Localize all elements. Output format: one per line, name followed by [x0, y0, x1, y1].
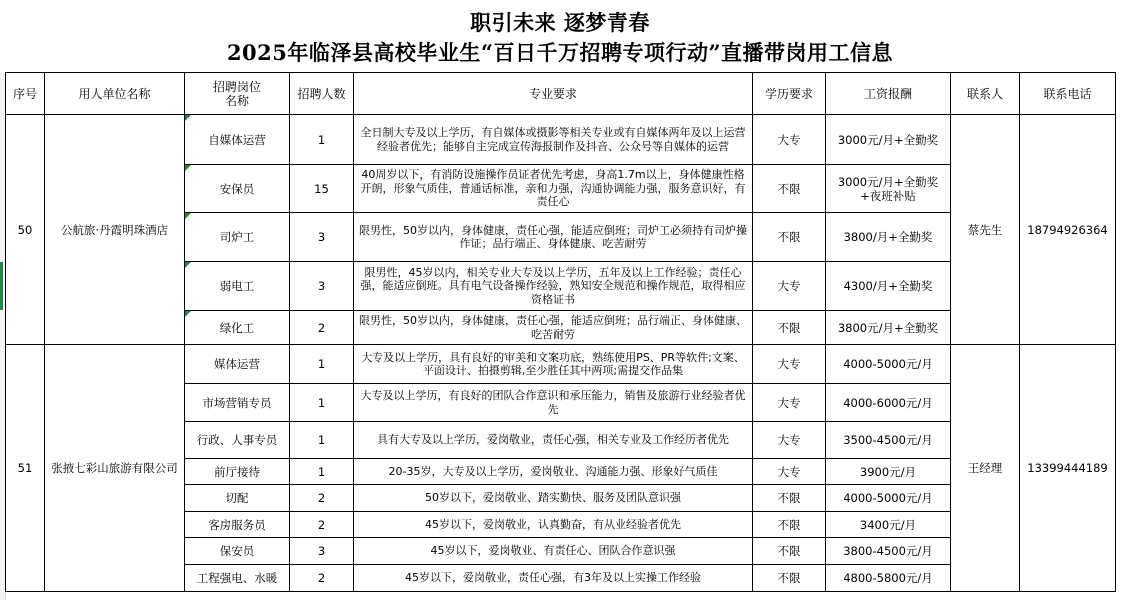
position-cell[interactable]: 司炉工 — [185, 213, 290, 262]
education-cell[interactable]: 大专 — [753, 384, 826, 422]
position-cell[interactable]: 绿化工 — [185, 311, 290, 345]
salary-cell[interactable]: 4000-6000元/月 — [826, 384, 951, 422]
salary-cell[interactable]: 3500-4500元/月 — [826, 422, 951, 459]
table-row — [6, 115, 1116, 165]
salary-cell[interactable]: 3400元/月 — [826, 512, 951, 538]
count-cell[interactable]: 1 — [290, 422, 354, 459]
selection-marker — [0, 262, 3, 310]
salary-cell[interactable]: 4800-5800元/月 — [826, 565, 951, 592]
requirement-cell[interactable]: 具有大专及以上学历，爱岗敬业，责任心强，相关专业及工作经历者优先 — [354, 422, 753, 459]
header-company: 用人单位名称 — [45, 73, 185, 115]
requirement-cell[interactable]: 20-35岁，大专及以上学历，爱岗敬业、沟通能力强、形象好气质佳 — [354, 459, 753, 485]
requirement-cell[interactable]: 全日制大专及以上学历，有自媒体或摄影等相关专业或有自媒体两年及以上运营经验者优先；能够自主完成宣传海报制作及抖音、公众号等自媒体的运营 — [354, 115, 753, 165]
position-cell[interactable]: 自媒体运营 — [185, 115, 290, 165]
count-cell[interactable]: 2 — [290, 512, 354, 538]
company-name-cell[interactable]: 张掖七彩山旅游有限公司 — [45, 345, 185, 592]
salary-cell[interactable]: 4300/月+全勤奖 — [826, 262, 951, 311]
header-phone: 联系电话 — [1020, 73, 1116, 115]
position-cell[interactable]: 前厅接待 — [185, 459, 290, 485]
requirement-cell[interactable]: 限男性，45岁以内，相关专业大专及以上学历，五年及以上工作经验；责任心强，能适应倒班。具有电气设备操作经验，熟知安全规范和操作规范，取得相应资格证书 — [354, 262, 753, 311]
education-cell[interactable]: 不限 — [753, 565, 826, 592]
requirement-cell[interactable]: 限男性，50岁以内，身体健康，责任心强，能适应倒班；司炉工必须持有司炉操作证；品行端正、身体健康、吃苦耐劳 — [354, 213, 753, 262]
header-requirement: 专业要求 — [354, 73, 753, 115]
position-cell[interactable]: 弱电工 — [185, 262, 290, 311]
count-cell[interactable]: 1 — [290, 345, 354, 384]
company-name-cell[interactable]: 公航旅·丹霞明珠酒店 — [45, 115, 185, 345]
count-cell[interactable]: 2 — [290, 485, 354, 512]
header-row — [6, 73, 1116, 115]
count-cell[interactable]: 3 — [290, 213, 354, 262]
position-cell[interactable]: 行政、人事专员 — [185, 422, 290, 459]
position-cell[interactable]: 媒体运营 — [185, 345, 290, 384]
position-cell[interactable]: 安保员 — [185, 165, 290, 213]
requirement-cell[interactable]: 50岁以下，爱岗敬业、踏实勤快、服务及团队意识强 — [354, 485, 753, 512]
position-cell[interactable]: 市场营销专员 — [185, 384, 290, 422]
education-cell[interactable]: 不限 — [753, 512, 826, 538]
header-count: 招聘人数 — [290, 73, 354, 115]
requirement-cell[interactable]: 大专及以上学历，有良好的团队合作意识和承压能力，销售及旅游行业经验者优先 — [354, 384, 753, 422]
count-cell[interactable]: 15 — [290, 165, 354, 213]
salary-cell[interactable]: 3000元/月+全勤奖+夜班补贴 — [826, 165, 951, 213]
header-position: 招聘岗位 名称 — [185, 73, 290, 115]
salary-cell[interactable]: 3800-4500元/月 — [826, 538, 951, 565]
salary-cell[interactable]: 3800/月+全勤奖 — [826, 213, 951, 262]
education-cell[interactable]: 不限 — [753, 165, 826, 213]
title-line-2: 2025年临泽县高校毕业生“百日千万招聘专项行动”直播带岗用工信息 — [226, 40, 894, 65]
requirement-cell[interactable]: 45岁以下，爱岗敬业、有责任心、团队合作意识强 — [354, 538, 753, 565]
job-table — [5, 72, 1116, 592]
contact-cell[interactable]: 王经理 — [951, 345, 1020, 592]
position-cell[interactable]: 切配 — [185, 485, 290, 512]
education-cell[interactable]: 不限 — [753, 485, 826, 512]
salary-cell[interactable]: 3000元/月+全勤奖 — [826, 115, 951, 165]
seq-cell[interactable]: 50 — [6, 115, 45, 345]
salary-cell[interactable]: 4000-5000元/月 — [826, 485, 951, 512]
count-cell[interactable]: 3 — [290, 262, 354, 311]
education-cell[interactable]: 不限 — [753, 213, 826, 262]
salary-cell[interactable]: 4000-5000元/月 — [826, 345, 951, 384]
phone-cell[interactable]: 18794926364 — [1020, 115, 1116, 345]
count-cell[interactable]: 1 — [290, 459, 354, 485]
education-cell[interactable]: 大专 — [753, 262, 826, 311]
count-cell[interactable]: 1 — [290, 115, 354, 165]
requirement-cell[interactable]: 45岁以下，爱岗敬业，责任心强，有3年及以上实操工作经验 — [354, 565, 753, 592]
education-cell[interactable]: 不限 — [753, 538, 826, 565]
position-cell[interactable]: 工程强电、水暖 — [185, 565, 290, 592]
education-cell[interactable]: 大专 — [753, 115, 826, 165]
title-line-1: 职引未来 逐梦青春 — [470, 10, 650, 35]
phone-cell[interactable]: 13399444189 — [1020, 345, 1116, 592]
education-cell[interactable]: 大专 — [753, 345, 826, 384]
header-education: 学历要求 — [753, 73, 826, 115]
count-cell[interactable]: 2 — [290, 311, 354, 345]
table-row — [6, 345, 1116, 384]
education-cell[interactable]: 大专 — [753, 422, 826, 459]
header-seq: 序号 — [6, 73, 45, 115]
salary-cell[interactable]: 3800元/月+全勤奖 — [826, 311, 951, 345]
position-cell[interactable]: 客房服务员 — [185, 512, 290, 538]
seq-cell[interactable]: 51 — [6, 345, 45, 592]
requirement-cell[interactable]: 40周岁以下，有消防设施操作员证者优先考虑，身高1.7m以上，身体健康性格开朗，形象气质佳，普通话标准，亲和力强，沟通协调能力强，服务意识好，有责任心 — [354, 165, 753, 213]
education-cell[interactable]: 大专 — [753, 459, 826, 485]
position-cell[interactable]: 保安员 — [185, 538, 290, 565]
requirement-cell[interactable]: 限男性，50岁以内，身体健康，责任心强，能适应倒班；品行端正、身体健康、吃苦耐劳 — [354, 311, 753, 345]
header-salary: 工资报酬 — [826, 73, 951, 115]
salary-cell[interactable]: 3900元/月 — [826, 459, 951, 485]
count-cell[interactable]: 2 — [290, 565, 354, 592]
education-cell[interactable]: 不限 — [753, 311, 826, 345]
count-cell[interactable]: 1 — [290, 384, 354, 422]
requirement-cell[interactable]: 大专及以上学历，具有良好的审美和文案功底，熟练使用PS、PR等软件;文案、平面设计、拍摄剪辑,至少胜任其中两项;需提交作品集 — [354, 345, 753, 384]
header-contact: 联系人 — [951, 73, 1020, 115]
count-cell[interactable]: 3 — [290, 538, 354, 565]
requirement-cell[interactable]: 45岁以下，爱岗敬业，认真勤奋，有从业经验者优先 — [354, 512, 753, 538]
table-body — [6, 115, 1116, 592]
contact-cell[interactable]: 蔡先生 — [951, 115, 1020, 345]
